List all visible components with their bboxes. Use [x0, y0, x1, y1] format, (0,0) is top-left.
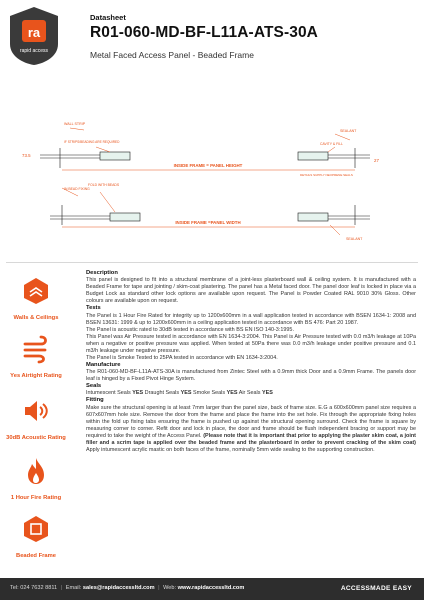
datasheet-body — [86, 270, 416, 454]
label-sealant-bottom: SEALANT — [346, 237, 363, 241]
label-fold-beads: FOLD WITH BEADS — [88, 183, 120, 187]
label-in-bead: IN BEAD FIXING — [64, 187, 90, 191]
fitting-mastic: Apply intumescent acrylic mastic on both faces of the frame, nominally 5mm wide sealing to the supporting construction. — [86, 446, 375, 453]
description-text: This panel is designed to fit into a structural membrane of a joint-less plasterboard wall & ceiling system. It is manufactured with a Beaded Frame for tape and jointing / skim-coat plastering. The panel has a Metal faced door. The panel door leaf is locked in place via a Budget Lock as standard other lock options are available upon request. The Panel is Powder Coated RAL 9010 30% Gloss. Other colours are available upon on request. — [86, 277, 416, 305]
tests-smoke-text: The Panel is Smoke Tested to 25PA tested in accordance with EN 1634-3:2004. — [86, 354, 278, 361]
logo-text: rapid access — [19, 48, 49, 54]
seal-value: YES — [262, 390, 273, 397]
feature-label: 1 Hour Fire Rating — [10, 495, 62, 501]
manufacture-text: The R01-060-MD-BF-L11A-ATS-30A is manufactured from Zintec Steel with a 0.9mm thick Door and a 0.9mm Frame. The panels door leaf is hinged by a Fixed Pivot Hinge System. — [86, 369, 416, 383]
fitting-instructions: Make sure the structural opening is at least 7mm larger than the panel size, back of frame size. E.G a 600x600mm panel size requires a 607x607mm hole size. Remove the door from the frame and place the frame into the set hole. Fix through the appropriate fixing holes within the fold up fixing tabs ensuring the frame is pushed up against the structural opening surround. Check the frame is square by measuring corner to corner. Refit door and lock in place, the door and frame should be flush independent bracing or support may be required to take the weight of the Access Panel. — [86, 404, 416, 439]
product-code-title: R01-060-MD-BF-L11A-ATS-30A — [90, 24, 318, 41]
label-sealant-top: SEALANT — [340, 129, 357, 133]
feature-airtight — [0, 334, 72, 379]
beaded-frame-icon — [21, 514, 51, 544]
tests-air-text: This Panel was Air Pressure tested in accordance with EN 1634-3:2004. This Panel is Air Pressure tested with 0.0 m3/h leakage at 10Pa when a negative or positive pressure was applied. When tested at 50Pa there was 0.0 m3/h leakage under positive pressure and 0.1 m3/h leakage under negative pressure. — [86, 333, 416, 354]
label-panel-width: INSIDE FRAME =PANEL WIDTH — [175, 220, 241, 225]
label-wall-strip: WALL STRIP — [64, 122, 86, 126]
technical-drawing — [0, 100, 424, 250]
footer-email-label: Email: — [65, 585, 82, 591]
feature-label: 30dB Acoustic Rating — [6, 435, 66, 441]
fitting-text — [86, 405, 416, 454]
airtight-icon — [21, 334, 51, 364]
seal-name: Smoke Seals — [193, 390, 226, 397]
product-subtitle: Metal Faced Access Panel - Beaded Frame — [90, 50, 254, 60]
description-heading: Description — [86, 270, 118, 276]
feature-acoustic — [0, 396, 72, 441]
footer-email-link[interactable]: sales@rapidaccessltd.com — [82, 585, 155, 591]
feature-label: Walls & Ceilings — [13, 315, 59, 321]
tests-fire-text: The Panel is 1 Hour Fire Rated for integrity up to 1200x600mm in a wall application tested in accordance with BSEN 1634-1: 2008 and BSEN 13631: 1999 & up to 1200x600mm in a ceiling application tested in accordance with BS 476: Part 20 1987. — [86, 312, 416, 326]
acoustic-icon — [21, 396, 51, 426]
footer-contact: Tel: 024 7632 8811 | Email: sales@rapidaccessltd.com | Web: www.rapidaccessltd.com — [10, 585, 245, 591]
datasheet-label: Datasheet — [90, 13, 126, 22]
footer-web-label: Web: — [163, 585, 177, 591]
seal-name: Air Seals — [238, 390, 261, 397]
seals-line — [86, 390, 416, 397]
feature-walls-ceilings — [0, 276, 72, 321]
logo-letters: ra — [27, 25, 41, 40]
brand-logo — [8, 6, 60, 66]
feature-beaded-frame — [0, 514, 72, 559]
seal-name: Draught Seals — [144, 390, 180, 397]
footer-tagline: ACCESSMADE EASY — [340, 584, 412, 592]
wall-ceiling-icon — [21, 276, 51, 306]
feature-fire — [0, 456, 72, 501]
manufacture-heading: Manufacture — [86, 361, 121, 368]
tests-acoustic-text: The Panel is acoustic rated to 30dB tested in accordance with BS EN ISO 140-3:1995. — [86, 326, 294, 333]
seal-value: YES — [180, 390, 192, 397]
seal-value: YES — [226, 390, 238, 397]
footer-tel: Tel: 024 7632 8811 — [10, 585, 58, 591]
seal-value: YES — [132, 390, 144, 397]
footer-web-link[interactable]: www.rapidaccessltd.com — [177, 585, 245, 591]
feature-label: Beaded Frame — [16, 553, 56, 559]
fitting-note: (Please note that it is important that prior to applying the plaster skim coat, a joint filler and a scrim tape is applied over the beaded frame and the plasterboard in order to prevent cracking of the skim coat) — [86, 432, 416, 446]
label-cavity: CAVITY & FILL — [320, 142, 343, 146]
seal-name: Intumescent Seals — [86, 390, 131, 397]
tests-heading: Tests — [86, 305, 101, 312]
seals-heading: Seals — [86, 383, 102, 390]
label-neoprene: DETAILS SUPPLY NEOPRENE SEALS — [300, 173, 353, 177]
label-strip-beading: IF STRIPS/BEADING ARE REQUIRED — [64, 140, 120, 144]
feature-label: Yes Airtight Rating — [10, 373, 62, 379]
footer-bar — [0, 578, 424, 600]
fitting-heading: Fitting — [86, 397, 104, 404]
section-divider — [6, 262, 418, 263]
dim-right: 27 — [374, 158, 379, 163]
fire-icon — [21, 456, 51, 486]
label-panel-height: INSIDE FRAME = PANEL HEIGHT — [173, 163, 243, 168]
dim-left: 73.5 — [22, 153, 31, 158]
